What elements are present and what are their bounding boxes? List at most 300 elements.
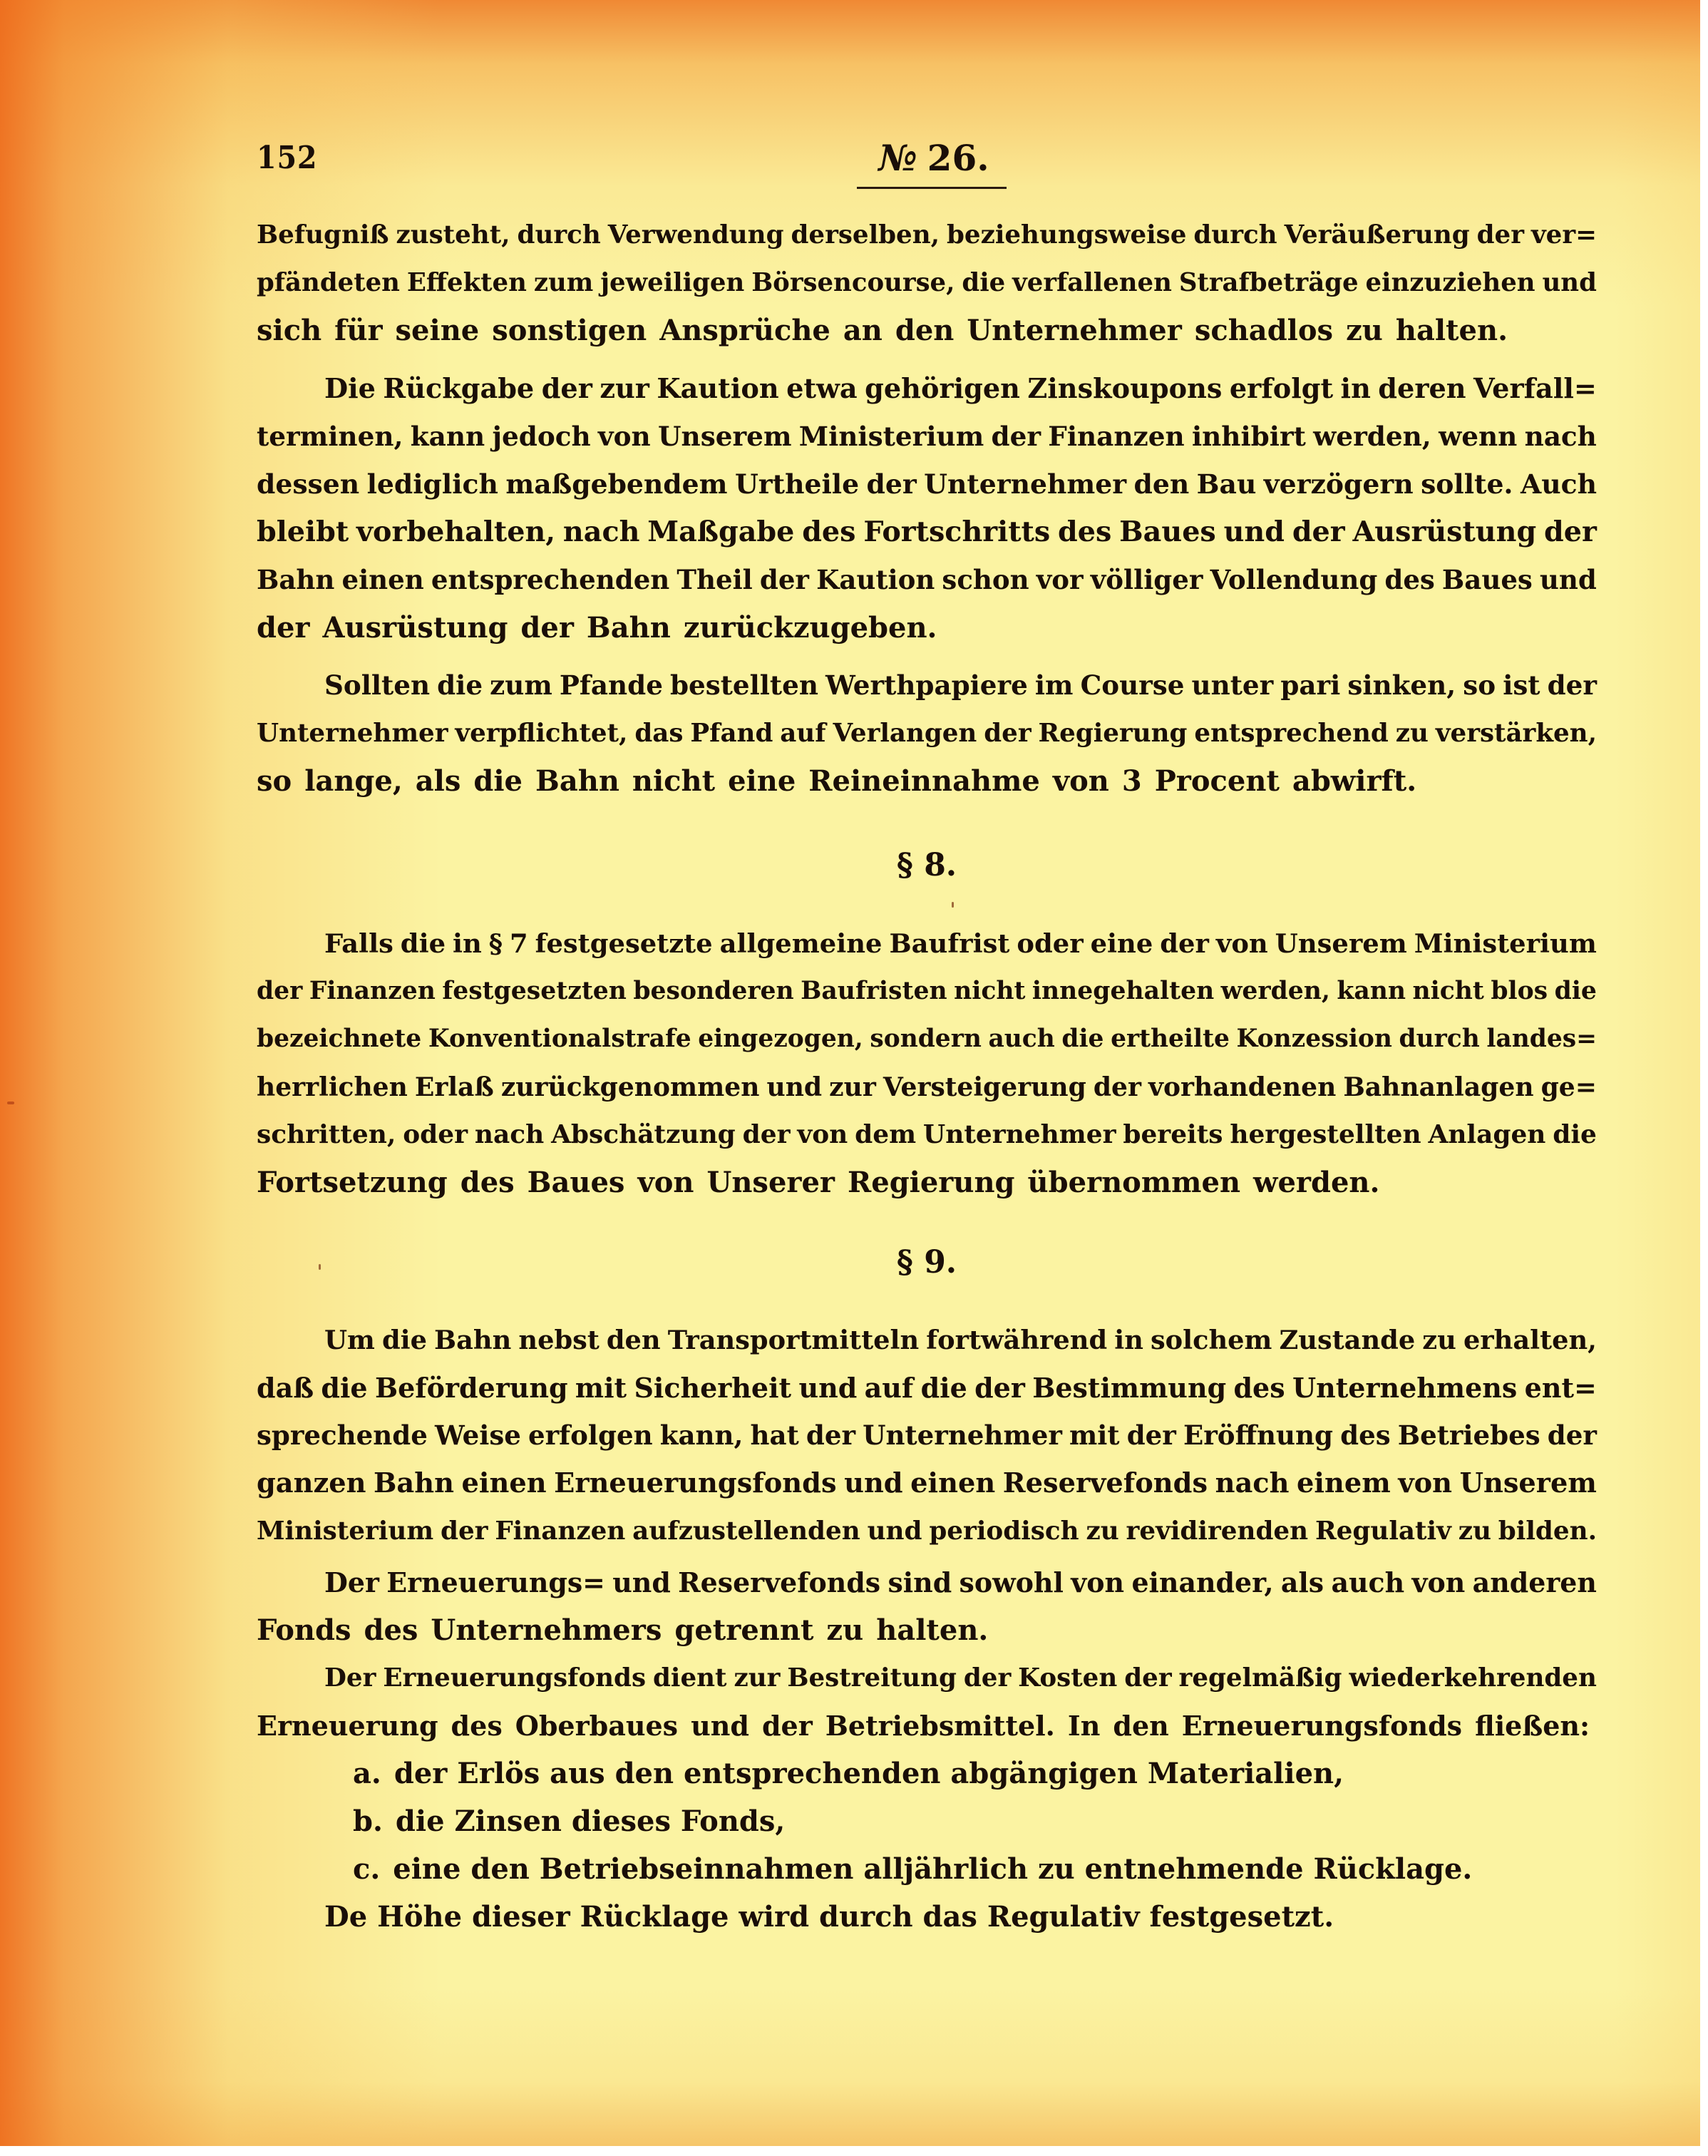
word: Unserem (1459, 1467, 1597, 1499)
word: Erneuerungs= (386, 1566, 605, 1598)
section-heading-8: § 8. (896, 847, 957, 883)
word: Reservefonds (678, 1566, 881, 1598)
word: oder (403, 1119, 468, 1149)
word: Course (1080, 669, 1185, 701)
word: zu (826, 1613, 864, 1647)
word: Bahn (434, 1325, 512, 1355)
word: und (844, 1467, 903, 1499)
word: zu (1458, 1516, 1491, 1546)
word: Auch (1520, 468, 1597, 500)
word: Der (324, 1663, 376, 1693)
word: Verlangen (833, 719, 977, 748)
word: von (597, 421, 651, 452)
text-line (257, 1702, 1597, 1750)
word: In (1067, 1710, 1101, 1742)
text-line (257, 508, 1597, 556)
word: Versteigerung (883, 1072, 1086, 1102)
word: die (400, 928, 446, 959)
word: der (1093, 1072, 1141, 1102)
word: allgemeine (719, 928, 883, 959)
word: Baues (527, 1166, 625, 1199)
section-heading-9: § 9. (896, 1244, 957, 1280)
word: sollte. (1421, 468, 1513, 500)
word: sind (888, 1566, 952, 1598)
word: zum (533, 268, 594, 297)
word: vorbehalten, (356, 515, 556, 548)
word: erfolgen (528, 1420, 653, 1451)
word: der (963, 1663, 1012, 1693)
word: der (974, 1372, 1025, 1404)
page-number: 152 (257, 140, 318, 176)
word: Oberbaues (515, 1710, 679, 1742)
word: unter (1191, 669, 1274, 701)
word: eine (1090, 928, 1153, 959)
word: sowohl (959, 1566, 1064, 1598)
word: von (637, 1166, 694, 1199)
word: so (1463, 669, 1496, 701)
word: 3 (1121, 764, 1142, 798)
word: von (1052, 764, 1109, 798)
word: bezeichnete (257, 1025, 422, 1053)
word: Konventionalstrafe (428, 1025, 691, 1053)
word: Betriebsmittel. (825, 1710, 1055, 1742)
word: Erneuerungsfonds (1181, 1710, 1463, 1742)
word: Weise (434, 1420, 521, 1451)
word: 7 (509, 928, 528, 959)
word: der (257, 611, 310, 645)
word: des (1058, 515, 1112, 548)
word: Konzession (1236, 1025, 1392, 1053)
text-line (257, 662, 1597, 709)
word: auch (1331, 1566, 1405, 1598)
word: bilden. (1498, 1516, 1597, 1546)
word: abwirft. (1292, 764, 1417, 798)
word: in (1114, 1325, 1143, 1355)
word: die (1061, 1025, 1104, 1053)
word: der (991, 421, 1041, 452)
word: der (1547, 1420, 1597, 1451)
word: besonderen (633, 977, 794, 1005)
word: kann (410, 421, 485, 452)
word: ge= (1540, 1072, 1597, 1102)
word: Bahn (257, 564, 335, 595)
word: von (797, 1119, 848, 1149)
text-line (257, 259, 1597, 307)
issue-number (827, 137, 1041, 179)
word: festgesetzte (535, 928, 713, 959)
word: wenn (1439, 421, 1518, 452)
word: ist (1503, 669, 1540, 701)
word: des (1340, 1420, 1391, 1451)
word: des (451, 1710, 503, 1742)
word: zurückgenommen (500, 1072, 760, 1102)
word: und (691, 1710, 749, 1742)
word: verstärken, (1435, 719, 1597, 748)
text-line (257, 967, 1597, 1015)
word: oder (1017, 928, 1084, 959)
word: ganzen (257, 1467, 366, 1499)
word: der (984, 719, 1032, 748)
text-line (257, 604, 1597, 652)
word: Baufristen (801, 977, 947, 1005)
word: zu (1346, 314, 1383, 347)
issue-number-value: 26. (927, 137, 989, 179)
text-line (257, 307, 1597, 354)
word: und (766, 1072, 823, 1102)
word: auch (988, 1025, 1055, 1053)
word: Baues (1441, 564, 1533, 595)
word: Finanzen (495, 1516, 626, 1546)
word: zum (490, 669, 552, 701)
word: blos (1491, 977, 1548, 1005)
word: Die (324, 373, 376, 405)
word: Ministerium (1414, 928, 1597, 959)
word: Verwendung (607, 220, 784, 250)
word: der (541, 373, 592, 405)
word: der (520, 611, 574, 645)
word: Erlaß (414, 1072, 494, 1102)
word: Unternehmens (1292, 1372, 1518, 1404)
word: getrennt (674, 1613, 814, 1647)
paragraph-continuation (257, 211, 1597, 354)
scan-speck (7, 1102, 14, 1104)
word: auf (780, 719, 826, 748)
word: Ministerium (257, 1516, 434, 1546)
word: Befugniß (257, 220, 389, 250)
word: durch (517, 220, 601, 250)
word: mit (1069, 1420, 1120, 1451)
word: verfallenen (1012, 268, 1172, 297)
word: das (634, 719, 684, 748)
word: entsprechend (1194, 719, 1389, 748)
word: den (1113, 1710, 1169, 1742)
word: Bahnanlagen (1343, 1072, 1534, 1102)
word: Strafbeträge (1178, 268, 1359, 297)
word: ertheilte (1111, 1025, 1230, 1053)
word: bestellten (669, 669, 818, 701)
word: und (867, 1516, 922, 1546)
word: werden. (1253, 1166, 1380, 1199)
word: im (1034, 669, 1074, 701)
word: Falls (324, 928, 393, 959)
word: Pfand (690, 719, 773, 748)
word: den (895, 314, 955, 347)
word: inhibirt (1191, 421, 1306, 452)
word: sprechende (257, 1420, 428, 1451)
word: den (1133, 468, 1190, 500)
list-item-a (257, 1750, 1597, 1797)
word: bereits (1123, 1119, 1223, 1149)
word: Baues (1119, 515, 1216, 548)
word: auf (864, 1372, 914, 1404)
word: nach (1215, 1467, 1290, 1499)
word: durch (1193, 220, 1277, 250)
word: Sollten (324, 669, 431, 701)
word: einander, (1131, 1566, 1274, 1598)
word: des (1384, 564, 1435, 595)
word: Bahn (374, 1467, 454, 1499)
word: nach (474, 1119, 545, 1149)
word: Erneuerungsfonds (554, 1467, 837, 1499)
word: die (920, 1372, 967, 1404)
word: Verfall= (1473, 373, 1597, 405)
word: nach (562, 515, 640, 548)
word: völliger (1090, 564, 1203, 595)
paragraph-rueckgabe (257, 365, 1597, 652)
word: Börsencourse, (751, 268, 955, 297)
word: Um (324, 1325, 375, 1355)
word: festgesetzten (442, 977, 627, 1005)
word: so (257, 764, 292, 798)
word: Sicherheit (634, 1372, 792, 1404)
word: der (1160, 928, 1209, 959)
word: jedoch (492, 421, 591, 452)
word: des (802, 515, 856, 548)
word: Theil (676, 564, 753, 595)
word: pari (1280, 669, 1341, 701)
word: zu (1422, 1325, 1456, 1355)
word: sinken, (1347, 669, 1456, 701)
word: und (612, 1566, 671, 1598)
word: Beförderung (374, 1372, 568, 1404)
word: entsprechenden (431, 564, 670, 595)
word: Procent (1154, 764, 1280, 798)
text-line (257, 1159, 1597, 1206)
text-line (257, 413, 1597, 461)
word: Unserem (1275, 928, 1407, 959)
word: der (806, 1420, 855, 1451)
word: nebst (518, 1325, 600, 1355)
word: verpflichtet, (455, 719, 628, 748)
word: regelmäßig (1178, 1663, 1342, 1693)
word: Erneuerungsfonds (383, 1663, 647, 1693)
word: schadlos (1194, 314, 1334, 347)
word: der (1544, 515, 1597, 548)
section-9-paragraph-2 (257, 1559, 1597, 1654)
word: sondern (870, 1025, 982, 1053)
word: der (440, 1516, 488, 1546)
word: dem (855, 1119, 917, 1149)
word: der (742, 1119, 791, 1149)
word: die (381, 1325, 427, 1355)
section-9-paragraph-3 (257, 1654, 1597, 1750)
word: periodisch (929, 1516, 1079, 1546)
word: des (460, 1166, 515, 1199)
word: an (843, 314, 883, 347)
word: Fortsetzung (257, 1166, 448, 1199)
word: ver= (1530, 220, 1597, 250)
word: Bestimmung (1032, 1372, 1227, 1404)
numero-sign: № (878, 137, 917, 179)
list-text: der Erlös aus den entsprechenden abgängigen Materialien, (393, 1757, 1344, 1790)
word: Unternehmer (922, 1119, 1116, 1149)
word: vor (1036, 564, 1084, 595)
word: kann (1337, 977, 1406, 1005)
word: die (321, 1372, 368, 1404)
word: Fortschritts (863, 515, 1051, 548)
word: die (1554, 977, 1597, 1005)
word: Fonds (257, 1613, 351, 1647)
word: Pfande (559, 669, 663, 701)
word: zusteht, (396, 220, 510, 250)
text-line (257, 920, 1597, 967)
word: wiederkehrenden (1349, 1663, 1597, 1693)
word: revidirenden (1126, 1516, 1309, 1546)
word: Ministerium (798, 421, 984, 452)
word: Baufrist (889, 928, 1010, 959)
word: kann, (659, 1420, 744, 1451)
word: der (1476, 220, 1525, 250)
word: Unternehmer (863, 1420, 1062, 1451)
section-9-paragraph-1 (257, 1316, 1597, 1555)
word: Ausrüstung (322, 611, 508, 645)
word: zur (600, 373, 649, 405)
word: als (1280, 1566, 1324, 1598)
word: die (1553, 1119, 1597, 1149)
word: dient (653, 1663, 727, 1693)
word: Kaution (657, 373, 779, 405)
word: eine (728, 764, 796, 798)
word: und (1542, 268, 1597, 297)
word: Kosten (1018, 1663, 1118, 1693)
word: Unternehmer (924, 468, 1127, 500)
text-line (257, 1507, 1597, 1555)
word: Effekten (406, 268, 527, 297)
word: zu (1086, 1516, 1119, 1546)
word: sich (257, 314, 322, 347)
text-line (257, 1459, 1597, 1507)
word: Bestreitung (787, 1663, 957, 1693)
word: als (415, 764, 461, 798)
list-marker: c. (353, 1852, 381, 1886)
list-marker: b. (353, 1805, 383, 1838)
word: für (334, 314, 383, 347)
word: dessen (257, 468, 360, 500)
word: § (488, 928, 503, 959)
word: Finanzen (1048, 421, 1185, 452)
text-line (257, 757, 1597, 805)
word: Regierung (1038, 719, 1188, 748)
word: erhalten, (1463, 1325, 1597, 1355)
word: der (761, 1710, 813, 1742)
word: Unserem (657, 421, 792, 452)
word: Der (324, 1566, 379, 1598)
word: Regulativ (1315, 1516, 1451, 1546)
word: erfolgt (1229, 373, 1334, 405)
word: durch (1399, 1025, 1480, 1053)
word: und (798, 1372, 858, 1404)
word: übernommen (1027, 1166, 1241, 1199)
word: einzuziehen (1365, 268, 1535, 297)
word: anderen (1472, 1566, 1597, 1598)
word: die (962, 268, 1006, 297)
word: Rückgabe (383, 373, 535, 405)
text-line (257, 1015, 1597, 1063)
word: eingezogen, (698, 1025, 863, 1053)
word: Betriebes (1397, 1420, 1540, 1451)
text-line (257, 1654, 1597, 1702)
word: Veräußerung (1284, 220, 1470, 250)
word: die (473, 764, 523, 798)
word: Ansprüche (659, 314, 830, 347)
word: Abschätzung (551, 1119, 736, 1149)
closing-line (257, 1893, 1597, 1941)
word: pfändeten (257, 268, 400, 297)
word: Bahn (535, 764, 619, 798)
word: Finanzen (309, 977, 436, 1005)
text-line (257, 365, 1597, 413)
word: der (1126, 1420, 1176, 1451)
word: einen (461, 1467, 547, 1499)
list-text: eine den Betriebseinnahmen alljährlich zu entnehmende Rücklage. (393, 1852, 1473, 1886)
section-8-paragraph (257, 920, 1597, 1206)
word: in (1340, 373, 1371, 405)
word: lange, (304, 764, 403, 798)
word: hergestellten (1230, 1119, 1421, 1149)
text-line (257, 461, 1597, 508)
list-marker: a. (353, 1757, 381, 1790)
word: der (866, 468, 917, 500)
word: seine (395, 314, 480, 347)
list-text: die Zinsen dieses Fonds, (395, 1805, 786, 1838)
text-line (257, 1606, 1597, 1654)
word: werden, (1313, 421, 1431, 452)
word: solchem (1150, 1325, 1272, 1355)
word: derselben, (791, 220, 940, 250)
word: einen (341, 564, 424, 595)
word: Erneuerung (257, 1710, 438, 1742)
word: verzögern (1263, 468, 1414, 500)
scan-speck (319, 1264, 321, 1270)
word: halten. (1395, 314, 1508, 347)
header-rule (857, 187, 1007, 189)
word: vorhandenen (1148, 1072, 1337, 1102)
word: des (1233, 1372, 1285, 1404)
word: herrlichen (257, 1072, 408, 1102)
text-line (257, 1364, 1597, 1412)
word: schritten, (257, 1119, 396, 1149)
word: und (1539, 564, 1597, 595)
word: nicht (1412, 977, 1484, 1005)
fund-sources-list (257, 1750, 1597, 1941)
word: Werthpapiere (825, 669, 1028, 701)
word: etwa (786, 373, 858, 405)
list-item-c (257, 1845, 1597, 1893)
word: Reservefonds (1002, 1467, 1208, 1499)
word: zu (1395, 719, 1429, 748)
word: Maßgabe (647, 515, 795, 548)
word: Regierung (848, 1166, 1015, 1199)
word: beziehungsweise (947, 220, 1187, 250)
word: deren (1378, 373, 1466, 405)
word: nicht (632, 764, 716, 798)
word: hat (750, 1420, 799, 1451)
word: aufzustellenden (632, 1516, 860, 1546)
word: landes= (1486, 1025, 1597, 1053)
text-line (257, 1111, 1597, 1159)
word: Kaution (816, 564, 935, 595)
word: jeweiligen (600, 268, 745, 297)
text-line (257, 1559, 1597, 1606)
word: von (1398, 1467, 1452, 1499)
word: den (606, 1325, 661, 1355)
word: Zustande (1279, 1325, 1416, 1355)
paragraph-pfand (257, 662, 1597, 805)
text-line (257, 1316, 1597, 1364)
closing-text: De Höhe dieser Rücklage wird durch das Regulativ festgesetzt. (324, 1900, 1334, 1934)
word: Bahn (586, 611, 671, 645)
word: zurückzugeben. (683, 611, 937, 645)
